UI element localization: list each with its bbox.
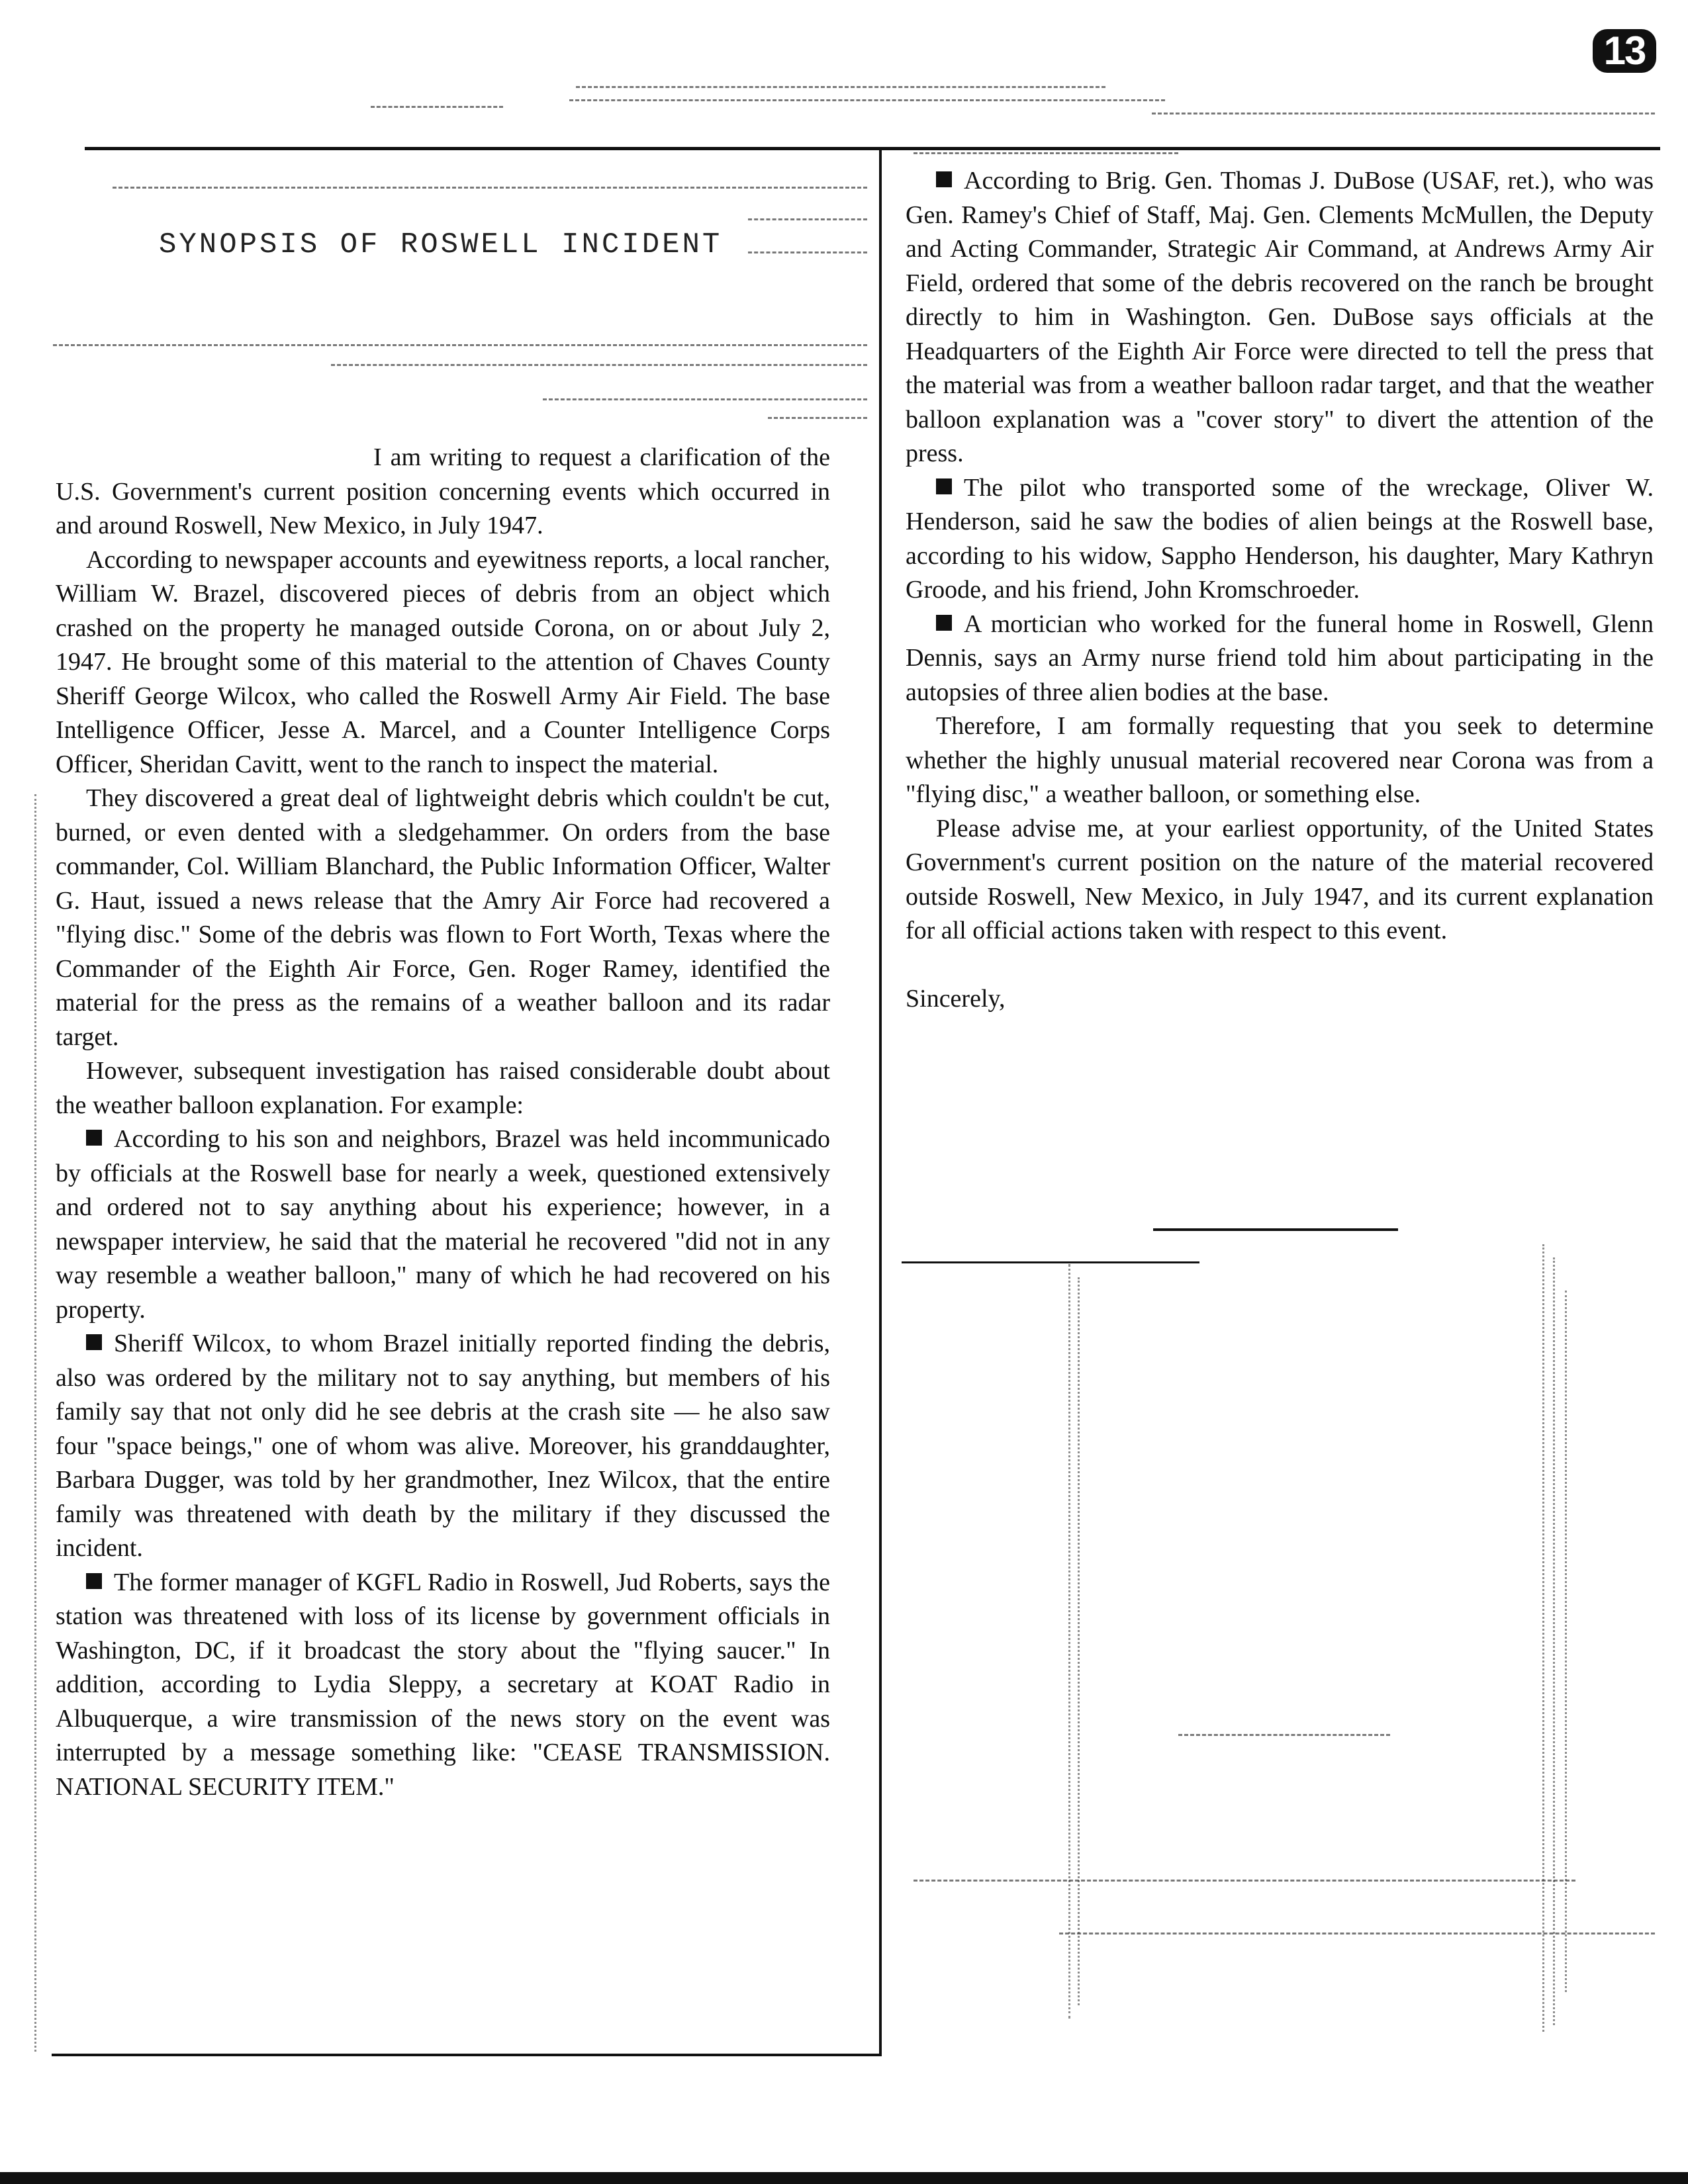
scan-noise <box>543 398 867 400</box>
document-title: SYNOPSIS OF ROSWELL INCIDENT <box>159 228 723 261</box>
footer-rule <box>52 2054 882 2056</box>
left-column <box>56 441 830 1804</box>
scan-noise <box>1068 1264 1070 2019</box>
header-rule <box>85 147 1660 150</box>
bullet-square-icon <box>936 478 952 494</box>
scan-noise <box>748 251 867 253</box>
scan-noise <box>53 344 867 346</box>
bullet-text: The pilot who transported some of the wreckage, Oliver W. Henderson, said he saw the bodies of alien beings at the Roswell base, according to his widow, Sappho Henderson, his daughter, Mary Kathryn Groode, and his friend, John Kromschroeder. <box>906 473 1654 604</box>
scan-noise <box>113 187 867 189</box>
paragraph: Therefore, I am formally requesting that you seek to determine whether the highly unusual material recovered near Corona was from a "flying disc," a weather balloon, or something else. <box>906 712 1654 808</box>
scan-noise <box>914 1880 1575 1882</box>
bullet-text: The former manager of KGFL Radio in Roswell, Jud Roberts, says the station was threatened with loss of its license by government officials in Washington, DC, if it broadcast the story about the "flying saucer." In addition, according to Lydia Sleppy, a secretary at KOAT Radio in Albuquerque, a wire transmission of the news story on the event was interrupted by a message something like: "CEASE TRANSMISSION. NATIONAL SECURITY ITEM." <box>56 1568 830 1801</box>
bullet-paragraph <box>56 1327 830 1566</box>
scan-noise <box>34 794 36 2052</box>
redaction-rule <box>902 1261 1199 1263</box>
scan-noise <box>371 106 503 108</box>
bullet-text: According to Brig. Gen. Thomas J. DuBose (USAF, ret.), who was Gen. Ramey's Chief of Staff, Maj. Gen. Clements McMullen, the Deputy and Acting Commander, Strategic Air Command, at Andrews Army Air Field, ordered that some of the debris recovered on the ranch be brought directly to him in Washington. Gen. DuBose says officials at the Headquarters of the Eighth Air Force were directed to tell the press that the material was from a weather balloon radar target, and that the weather balloon explanation was a "cover story" to divert the attention of the press. <box>906 167 1654 467</box>
scan-noise <box>569 99 1165 101</box>
bullet-paragraph <box>906 164 1654 471</box>
bullet-paragraph <box>56 1566 830 1805</box>
bullet-text: A mortician who worked for the funeral home in Roswell, Glenn Dennis, says an Army nurse friend told him about participating in the autopsies of three alien bodies at the base. <box>906 610 1654 706</box>
page-number-badge: 13 <box>1593 29 1656 73</box>
bullet-text: Sheriff Wilcox, to whom Brazel initially reported finding the debris, also was ordered by the military not to say anything, but members of his family say that not only did he see debris at the crash site — he also saw four "space beings," one of whom was alive. Moreover, his granddaughter, Barbara Dugger, was told by her grandmother, Inez Wilcox, that the entire family was threatened with death by the military if they discussed the incident. <box>56 1330 830 1562</box>
bullet-square-icon <box>86 1573 102 1589</box>
bullet-square-icon <box>936 615 952 631</box>
scan-noise <box>1178 1734 1390 1736</box>
closing-salutation: Sincerely, <box>906 984 1006 1013</box>
bullet-paragraph <box>906 471 1654 608</box>
bottom-border <box>0 2172 1688 2184</box>
scan-noise <box>576 86 1105 88</box>
scan-noise <box>1542 1244 1544 2032</box>
bullet-paragraph <box>56 1122 830 1327</box>
bullet-paragraph <box>906 608 1654 710</box>
bullet-square-icon <box>86 1130 102 1146</box>
opening-paragraph: I am writing to request a clarification of the U.S. Government's current position concerning events which occurred in and around Roswell, New Mexico, in July 1947. <box>56 443 830 539</box>
right-column <box>906 164 1654 1016</box>
paragraph: Please advise me, at your earliest opportunity, of the United States Government's current position on the nature of the material recovered outside Roswell, New Mexico, in July 1947, and its current explanation for all official actions taken with respect to this event. <box>906 814 1654 944</box>
scan-noise <box>1078 1277 1080 2005</box>
scan-noise <box>1059 1933 1655 1934</box>
scan-noise <box>748 218 867 220</box>
paragraph: They discovered a great deal of lightweight debris which couldn't be cut, burned, or even dented with a sledgehammer. On orders from the base commander, Col. William Blanchard, the Public Information Officer, Walter G. Haut, issued a news release that the Amry Air Force had recovered a "flying disc." Some of the debris was flown to Fort Worth, Texas where the Commander of the Eighth Air Force, Gen. Roger Ramey, identified the material for the press as the remains of a weather balloon and its radar target. <box>56 784 830 1051</box>
column-divider <box>879 148 882 2054</box>
scan-noise <box>1553 1257 1555 2025</box>
scan-noise <box>1565 1291 1567 1992</box>
paragraph: However, subsequent investigation has raised considerable doubt about the weather balloon explanation. For example: <box>56 1057 830 1119</box>
signature-line <box>1153 1228 1398 1231</box>
bullet-square-icon <box>936 171 952 187</box>
scan-noise <box>914 152 1178 154</box>
bullet-text: According to his son and neighbors, Brazel was held incommunicado by officials at the Roswell base for nearly a week, questioned extensively and ordered not to say anything about his experience; however, in a newspaper interview, he said that the material he recovered "did not in any way resemble a weather balloon," many of which he had recovered on his property. <box>56 1125 830 1324</box>
scan-noise <box>768 417 867 419</box>
paragraph: According to newspaper accounts and eyewitness reports, a local rancher, William W. Brazel, discovered pieces of debris from an object which crashed on the property he managed outside Corona, on or about July 2, 1947. He brought some of this material to the attention of Chaves County Sheriff George Wilcox, who called the Roswell Army Air Field. The base Intelligence Officer, Jesse A. Marcel, and a Counter Intelligence Corps Officer, Sheridan Cavitt, went to the ranch to inspect the material. <box>56 545 830 778</box>
bullet-square-icon <box>86 1334 102 1350</box>
scan-noise <box>331 364 867 366</box>
scan-noise <box>1152 113 1655 114</box>
